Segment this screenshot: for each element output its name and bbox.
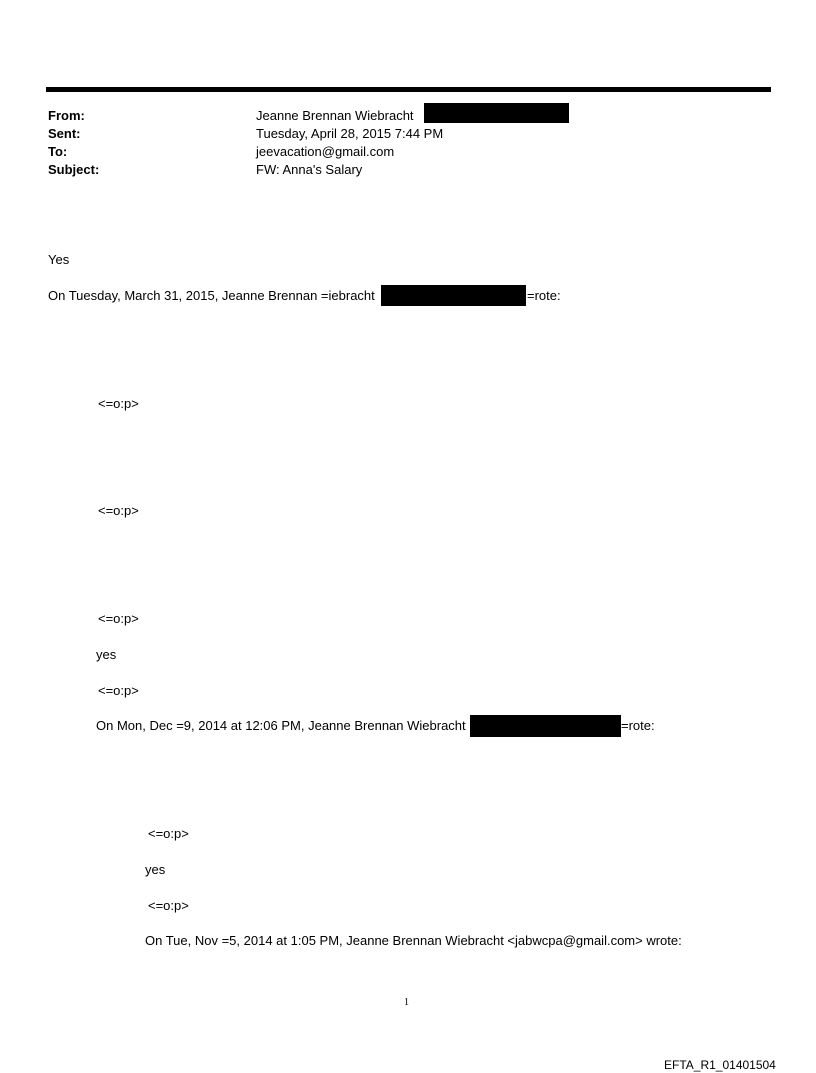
redaction-block [424,103,569,123]
subject-label: Subject: [48,162,100,177]
markup-artifact: <=o:p> [98,611,139,626]
header-rule [46,87,771,92]
quote-attribution-suffix: =rote: [621,718,655,733]
quote-attribution: On Tue, Nov =5, 2014 at 1:05 PM, Jeanne Brennan Wiebracht <jabwcpa@gmail.com> wrote: [145,933,682,948]
to-value: jeevacation@gmail.com [256,144,395,159]
reply-text: yes [96,647,117,662]
to-label: To: [48,144,68,159]
quote-attribution: On Tuesday, March 31, 2015, Jeanne Brennan =iebracht [48,288,375,303]
from-value: Jeanne Brennan Wiebracht [256,108,414,123]
markup-artifact: <=o:p> [148,826,189,841]
redaction-block [470,715,621,737]
reply-text: yes [145,862,166,877]
markup-artifact: <=o:p> [98,396,139,411]
redaction-block [381,285,526,306]
sent-value: Tuesday, April 28, 2015 7:44 PM [256,126,444,141]
from-label: From: [48,108,85,123]
reply-text: Yes [48,252,70,267]
markup-artifact: <=o:p> [98,503,139,518]
quote-attribution-suffix: =rote: [527,288,561,303]
subject-value: FW: Anna's Salary [256,162,363,177]
quote-attribution: On Mon, Dec =9, 2014 at 12:06 PM, Jeanne Brennan Wiebracht [96,718,466,733]
markup-artifact: <=o:p> [98,683,139,698]
page-number: 1 [404,997,409,1008]
markup-artifact: <=o:p> [148,898,189,913]
bates-number: EFTA_R1_01401504 [664,1058,776,1072]
sent-label: Sent: [48,126,81,141]
